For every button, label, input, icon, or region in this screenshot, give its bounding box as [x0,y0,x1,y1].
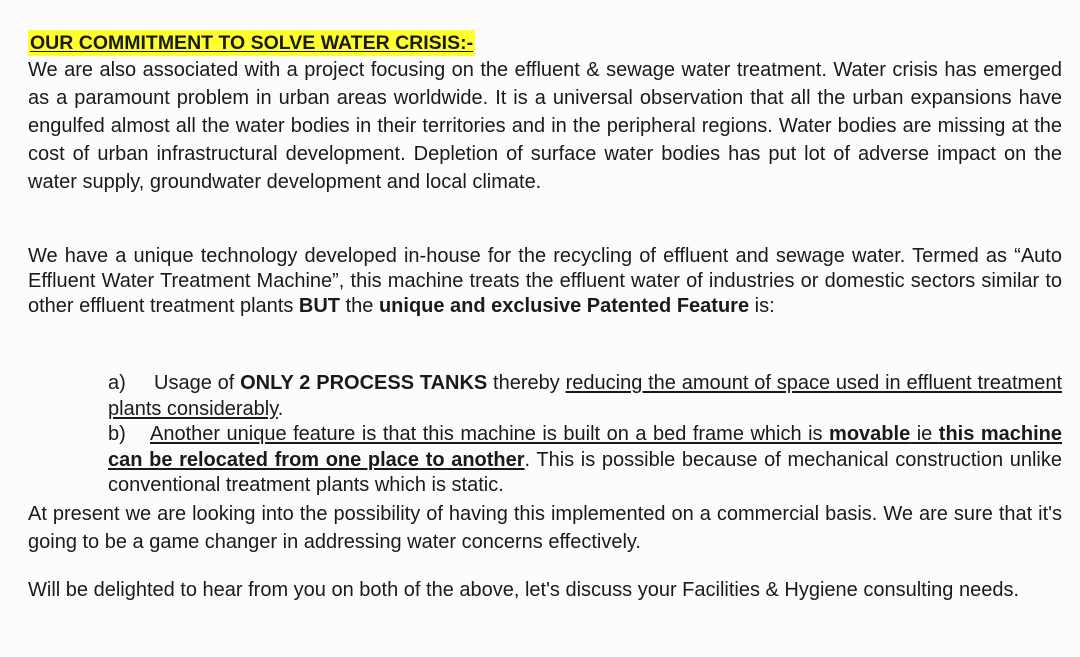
item-a-tanks: ONLY 2 PROCESS TANKS [240,372,488,394]
item-b-underline-1: Another unique feature is that this machine is built on a bed frame which is [150,423,830,445]
technology-patented-feature: unique and exclusive Patented Feature [378,295,750,317]
item-a-text-3: . [277,397,284,420]
section-heading: OUR COMMITMENT TO SOLVE WATER CRISIS:- [30,32,474,54]
paragraph-commercial: At present we are looking into the possibility of having this implemented on a commercial basis. We are sure that it's going to be a game changer in addressing water concerns effectively. [28,503,1062,553]
paragraph-water-crisis: We are also associated with a project focusing on the effluent & sewage water treatment. Water crisis has emerged as a paramount problem in urban areas worldwide. It is a universal observation that all the urban expansions have engulfed almost all the water bodies in their territories and in the peripheral regions. Water bodies are missing at the cost of urban infrastructural development. Depletion of surface water bodies has put lot of adverse impact on the water supply, groundwater development and local climate. [28,59,1062,193]
list-item-a [108,371,1062,422]
feature-list [108,371,1062,499]
list-item-b [108,422,1062,499]
technology-text-3: is: [749,295,775,317]
item-b-relocated: this machine can be relocated from one place to another [108,423,1062,471]
item-b-movable: movable [829,423,911,445]
technology-but: BUT [298,295,341,317]
item-a-text-1: Usage of [154,372,241,394]
item-b-text-1: . This is possible because of mechanical construction unlike conventional treatment plants which is static. [108,448,1062,496]
list-marker-b: b) [108,423,126,445]
item-a-space: reducing the amount of space used in effluent treatment plants considerably [108,372,1063,420]
list-marker-a: a) [108,372,126,394]
technology-text-1: We have a unique technology developed in-house for the recycling of effluent and sewage water. Termed as “Auto Effluent Water Treatment Machine”, this machine treats the effluent water of industries or domestic sectors similar to other effluent treatment plants [28,245,1062,317]
item-b-underline-2: ie [910,423,939,445]
technology-text-2: the [340,295,379,317]
paragraph-technology [28,244,1062,319]
paragraph-closing: Will be delighted to hear from you on both of the above, let's discuss your Facilities & Hygiene consulting needs. [28,579,1020,601]
item-a-text-2: thereby [487,372,566,394]
